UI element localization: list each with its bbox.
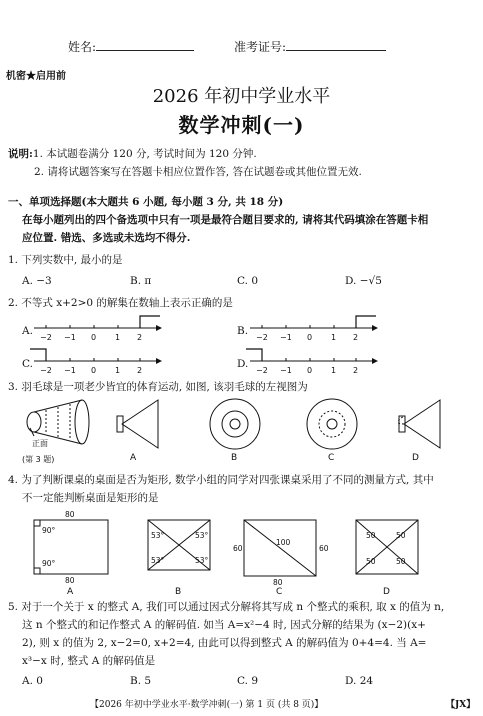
q5-line1: 5. 对于一个关于 x 的整式 A, 我们可以通过因式分解将其写成 n 个整式的乘积, 取 x 的值为 n,	[8, 601, 445, 613]
tick-b-4: 1	[331, 333, 337, 342]
header-name-field	[68, 40, 194, 54]
q2-numberline-d	[250, 345, 380, 379]
q4c-left: 60	[233, 544, 243, 553]
q4a-bottom: 80	[65, 576, 75, 585]
q4b-a1: 53°	[151, 531, 165, 540]
q4a-angle1: 90°	[42, 526, 56, 535]
name-blank	[96, 40, 194, 51]
tick-b-2: −1	[280, 333, 292, 342]
tick-c-4: 1	[115, 366, 121, 375]
q4-label-b: B	[175, 587, 182, 597]
q2-option-c-label: C.	[22, 358, 33, 370]
q3-caption: (第 3 题)	[22, 455, 55, 464]
tick-a-5: 2	[137, 333, 143, 342]
tick-a-4: 1	[115, 333, 121, 342]
q4c-right: 60	[319, 544, 329, 553]
q3-label-d: D	[412, 453, 419, 463]
q4-stem2: 不一定能判断桌面是矩形的是	[22, 492, 159, 504]
page-subtitle: 数学冲刺(一)	[178, 113, 305, 137]
page-title: 2026 年初中学业水平	[152, 86, 331, 107]
tick-a-1: −2	[40, 333, 52, 342]
q4d-s1: 50	[366, 531, 376, 540]
notes-line1	[8, 148, 257, 161]
q2-numberline-b	[250, 312, 380, 346]
q2-numberline-a	[34, 312, 164, 346]
q5-option-b: B. 5	[130, 675, 152, 687]
q5-line3: 2), 则 x 的值为 2, x−2=0, x+2=4, 由此可以得到整式 A 的解码值为 0+4=4. 当 A=	[22, 637, 427, 649]
tick-a-3: 0	[91, 333, 97, 342]
tick-c-1: −2	[40, 366, 52, 375]
tick-d-3: 0	[307, 366, 313, 375]
tick-d-2: −1	[280, 366, 292, 375]
tick-c-5: 2	[137, 366, 143, 375]
q4a-angle2: 90°	[42, 559, 56, 568]
q3-label-b: B	[231, 453, 238, 463]
q1-option-c: C. 0	[237, 275, 259, 287]
q3-option-d-figure	[398, 400, 440, 448]
tick-a-2: −1	[64, 333, 76, 342]
q1-stem: 1. 下列实数中, 最小的是	[8, 254, 123, 266]
q5-line2: 这 n 个整式的和记作整式 A 的解码值. 如当 A=x²−4 时, 因式分解的结果为 (x−2)(x+	[22, 619, 426, 631]
q2-numberline-c	[34, 345, 164, 379]
q3-option-a-figure	[117, 400, 158, 448]
q4-label-a: A	[67, 587, 74, 597]
q4d-s3: 50	[366, 557, 376, 566]
q3-option-c-figure	[307, 399, 357, 449]
q4-label-d: D	[383, 587, 390, 597]
q4-label-c: C	[276, 587, 283, 597]
q3-label-a: A	[130, 453, 137, 463]
q3-figures	[20, 398, 480, 468]
q4-option-d-figure	[356, 520, 418, 574]
q2-option-b-label: B.	[237, 325, 249, 337]
q4d-s4: 50	[396, 557, 406, 566]
section1-instr2: 应位置. 错选、多选或未选均不得分.	[22, 232, 191, 244]
name-label: 姓名:	[68, 40, 97, 54]
tick-c-2: −1	[64, 366, 76, 375]
q4b-a2: 53°	[195, 531, 209, 540]
footer-text: 【2026 年初中学业水平·数学冲刺(一) 第 1 页 (共 8 页)】	[90, 700, 324, 710]
q4-stem1: 4. 为了判断课桌的桌面是否为矩形, 数学小组的同学对四张课桌采用了不同的测量方式, 其中	[8, 474, 434, 486]
q3-shuttlecock-figure	[22, 400, 89, 464]
q5-option-c: C. 9	[237, 675, 259, 687]
header-id-field	[234, 40, 386, 54]
secret-label: 机密★启用前	[6, 71, 66, 82]
q4c-bottom: 80	[273, 578, 283, 587]
q2-option-d-label: D.	[237, 358, 249, 370]
q2-stem: 2. 不等式 x+2>0 的解集在数轴上表示正确的是	[8, 297, 233, 309]
id-label: 准考证号:	[234, 40, 287, 54]
q4b-a3: 53°	[151, 556, 165, 565]
q5-option-a: A. 0	[22, 675, 43, 687]
q4a-top: 80	[65, 510, 75, 519]
q3-stem: 3. 羽毛球是一项老少皆宜的体育运动, 如图, 该羽毛球的左视图为	[8, 381, 308, 393]
q4-option-a-figure	[34, 510, 108, 585]
q4d-s2: 50	[396, 531, 406, 540]
notes-line2: 2. 请将试题答案写在答题卡相应位置作答, 答在试题卷或其他位置无效.	[34, 166, 362, 178]
q4-figures	[20, 508, 480, 597]
q1-option-a: A. −3	[22, 275, 52, 287]
id-blank	[286, 40, 386, 51]
q4-option-b-figure	[148, 520, 210, 570]
q1-option-d: D. −√5	[345, 275, 382, 287]
notes-label: 说明:	[8, 148, 33, 160]
q4-option-c-figure	[233, 520, 329, 587]
notes-text1: 1. 本试题卷满分 120 分, 考试时间为 120 分钟.	[32, 148, 257, 160]
q2-option-a-label: A.	[22, 325, 33, 337]
q4b-a4: 53°	[195, 556, 209, 565]
tick-b-1: −2	[256, 333, 268, 342]
tick-d-4: 1	[331, 366, 337, 375]
footer-code: 【JX】	[446, 700, 476, 710]
q5-option-d: D. 24	[345, 675, 374, 687]
tick-b-3: 0	[307, 333, 313, 342]
q1-option-b: B. π	[130, 275, 152, 287]
section1-instr1: 在每小题列出的四个备选项中只有一项是最符合题目要求的, 请将其代码填涂在答题卡相	[22, 214, 429, 226]
q5-line4: x³−x 时, 整式 A 的解码值是	[22, 655, 156, 667]
tick-d-5: 2	[353, 366, 359, 375]
tick-b-5: 2	[353, 333, 359, 342]
tick-c-3: 0	[91, 366, 97, 375]
front-label: 正面	[32, 439, 48, 448]
section1-heading: 一、单项选择题(本大题共 6 小题, 每小题 3 分, 共 18 分)	[8, 196, 284, 208]
tick-d-1: −2	[256, 366, 268, 375]
q4c-diag: 100	[276, 538, 291, 547]
q3-label-c: C	[328, 453, 335, 463]
q3-option-b-figure	[210, 399, 260, 449]
